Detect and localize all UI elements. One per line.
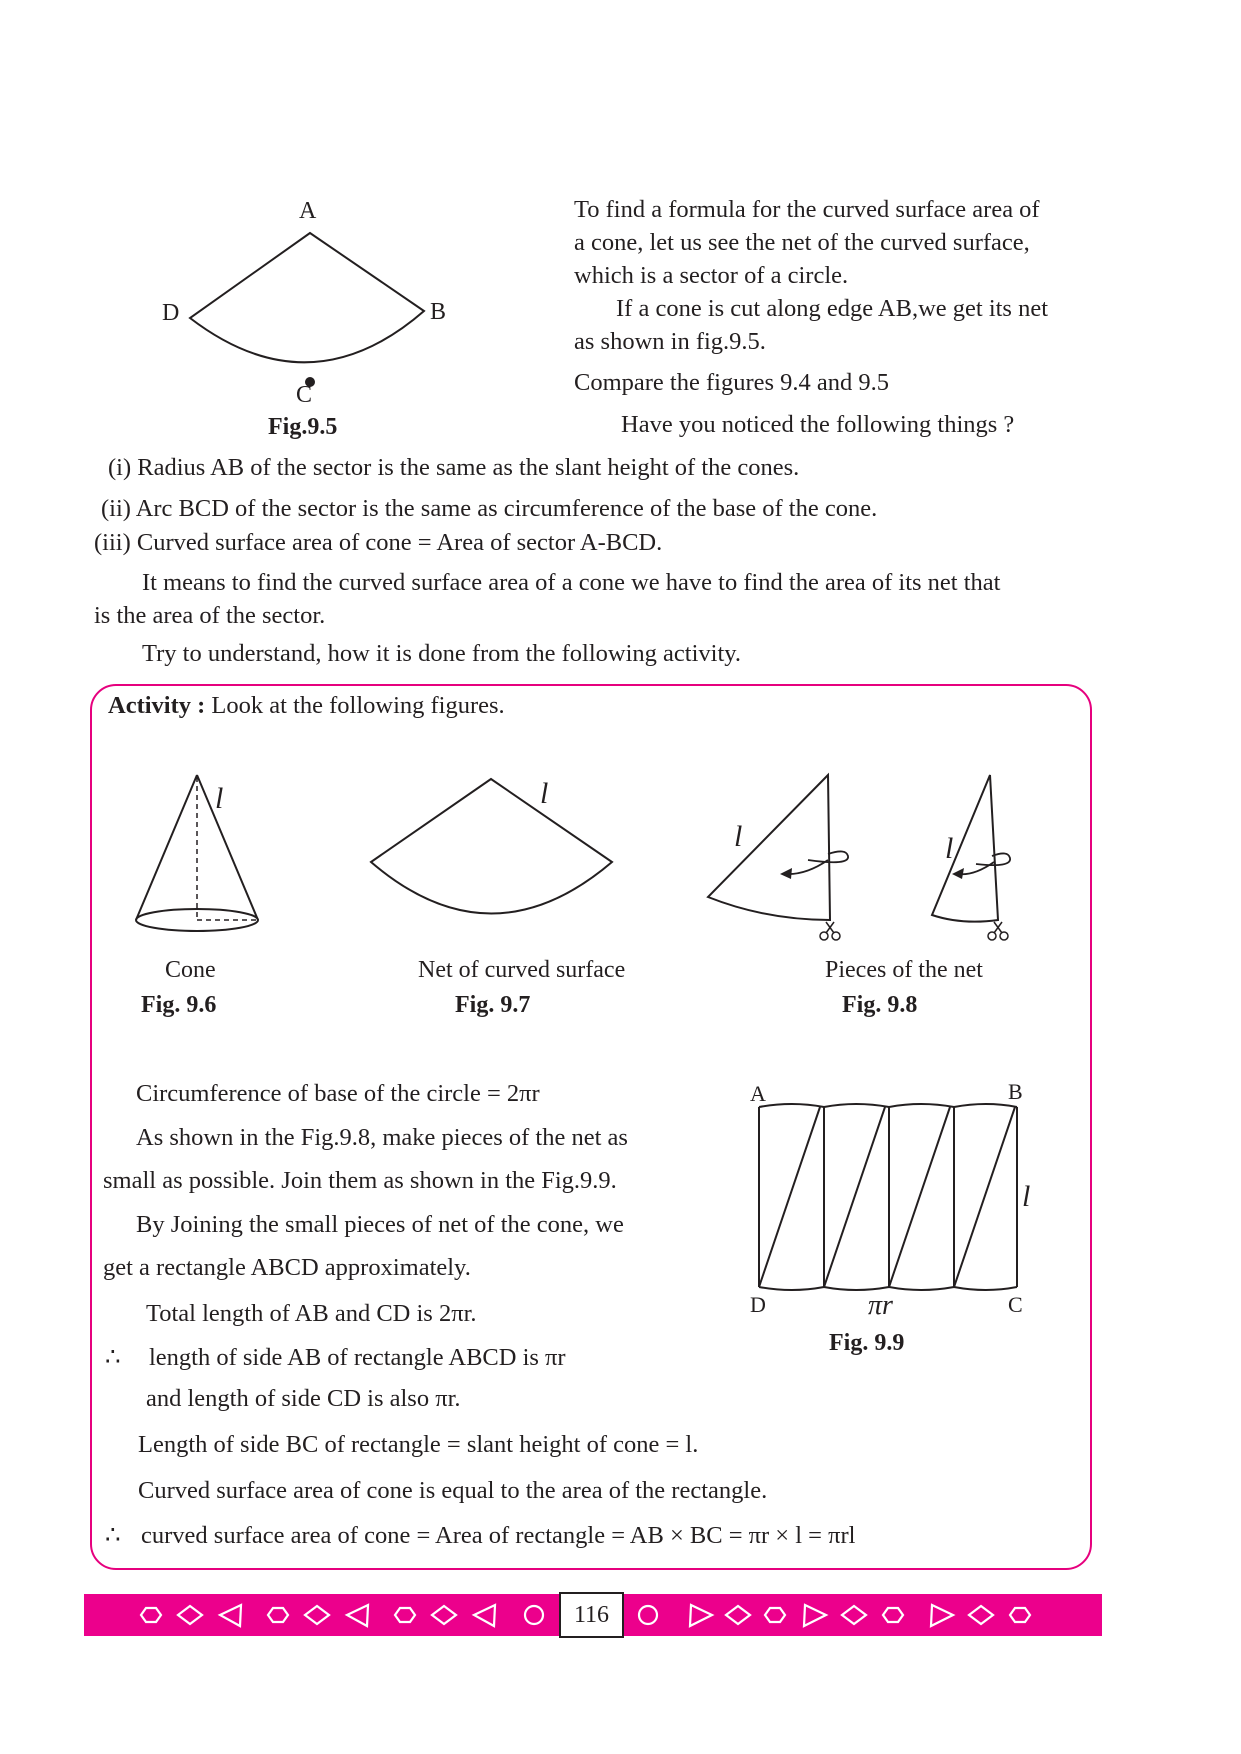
- fig98-slant-label-2: l: [945, 832, 954, 865]
- circle-icon: [525, 1606, 543, 1624]
- fig95-label-c: C: [296, 382, 313, 408]
- diamond-icon: [969, 1606, 993, 1624]
- activity-joining-2: get a rectangle ABCD approximately.: [103, 1254, 471, 1281]
- hexagon-icon: [268, 1608, 288, 1622]
- therefore-symbol-1: ∴: [105, 1344, 121, 1371]
- hexagon-icon: [1010, 1608, 1030, 1622]
- diamond-icon: [178, 1606, 202, 1624]
- triangle-left-icon: [347, 1605, 368, 1626]
- activity-bc: Length of side BC of rectangle = slant height of cone = l.: [138, 1431, 699, 1458]
- fig96-caption: Fig. 9.6: [141, 992, 217, 1018]
- fig99-side-label: l: [1022, 1180, 1031, 1213]
- triangle-right-icon: [804, 1605, 826, 1626]
- triangle-right-icon: [690, 1605, 712, 1626]
- activity-therefore-1b: and length of side CD is also πr.: [146, 1385, 461, 1412]
- activity-circumference: Circumference of base of the circle = 2πr: [136, 1080, 540, 1107]
- activity-final: curved surface area of cone = Area of rectangle = AB × BC = πr × l = πrl: [141, 1522, 856, 1549]
- triangle-left-icon: [474, 1605, 495, 1626]
- fig99-label-a: A: [750, 1081, 766, 1106]
- activity-curved: Curved surface area of cone is equal to the area of the rectangle.: [138, 1477, 768, 1504]
- point-i: (i) Radius AB of the sector is the same as the slant height of the cones.: [108, 454, 800, 481]
- triangle-left-icon: [220, 1605, 241, 1626]
- fig98-name: Pieces of the net: [825, 957, 983, 983]
- triangle-right-icon: [931, 1605, 953, 1626]
- fig95-label-a: A: [299, 198, 317, 224]
- diamond-icon: [842, 1606, 866, 1624]
- circle-icon: [639, 1606, 657, 1624]
- diamond-icon: [432, 1606, 456, 1624]
- diamond-icon: [305, 1606, 329, 1624]
- fig96-slant-label: l: [215, 782, 224, 815]
- fig99-label-d: D: [750, 1292, 766, 1317]
- activity-shown-2: small as possible. Join them as shown in the Fig.9.9.: [103, 1167, 617, 1194]
- fig97-slant-label: l: [540, 777, 549, 810]
- hexagon-icon: [395, 1608, 415, 1622]
- intro-line-4: If a cone is cut along edge AB,we get its net: [616, 295, 1049, 322]
- para-try: Try to understand, how it is done from the following activity.: [142, 640, 742, 667]
- fig95-label-d: D: [162, 300, 180, 326]
- point-iii: (iii) Curved surface area of cone = Area of sector A-BCD.: [94, 529, 663, 556]
- activity-joining-1: By Joining the small pieces of net of the cone, we: [136, 1211, 624, 1238]
- fig96-name: Cone: [165, 957, 216, 983]
- activity-shown-1: As shown in the Fig.9.8, make pieces of the net as: [136, 1124, 628, 1151]
- intro-line-5: as shown in fig.9.5.: [574, 328, 766, 355]
- intro-line-7: Have you noticed the following things ?: [621, 411, 1015, 438]
- activity-heading-text: Look at the following figures.: [205, 692, 505, 719]
- fig98-slant-label-1: l: [734, 820, 743, 853]
- para-means-line-1: It means to find the curved surface area of a cone we have to find the area of its net that: [142, 569, 1001, 596]
- page-number: 116: [559, 1592, 624, 1638]
- fig97-caption: Fig. 9.7: [455, 992, 531, 1018]
- fig97-name: Net of curved surface: [418, 957, 626, 983]
- point-ii: (ii) Arc BCD of the sector is the same as circumference of the base of the cone.: [101, 495, 878, 522]
- hexagon-icon: [883, 1608, 903, 1622]
- activity-therefore-1: length of side AB of rectangle ABCD is πr: [149, 1344, 566, 1371]
- intro-line-6: Compare the figures 9.4 and 9.5: [574, 369, 890, 396]
- intro-line-1: To find a formula for the curved surface area of: [574, 196, 1040, 223]
- intro-line-2: a cone, let us see the net of the curved surface,: [574, 229, 1030, 256]
- fig95-caption: Fig.9.5: [268, 414, 338, 440]
- hexagon-icon: [765, 1608, 785, 1622]
- diamond-icon: [726, 1606, 750, 1624]
- fig99-label-c: C: [1008, 1292, 1023, 1317]
- activity-total: Total length of AB and CD is 2πr.: [146, 1300, 477, 1327]
- fig98-caption: Fig. 9.8: [842, 992, 918, 1018]
- fig95-label-b: B: [430, 299, 447, 325]
- therefore-symbol-2: ∴: [105, 1522, 121, 1549]
- fig99-label-b: B: [1008, 1079, 1023, 1104]
- hexagon-icon: [141, 1608, 161, 1622]
- activity-heading-label: Activity :: [108, 692, 206, 719]
- intro-line-3: which is a sector of a circle.: [574, 262, 849, 289]
- para-means-line-2: is the area of the sector.: [94, 602, 326, 629]
- fig99-caption: Fig. 9.9: [829, 1330, 905, 1356]
- fig99-bottom-label: πr: [868, 1290, 893, 1321]
